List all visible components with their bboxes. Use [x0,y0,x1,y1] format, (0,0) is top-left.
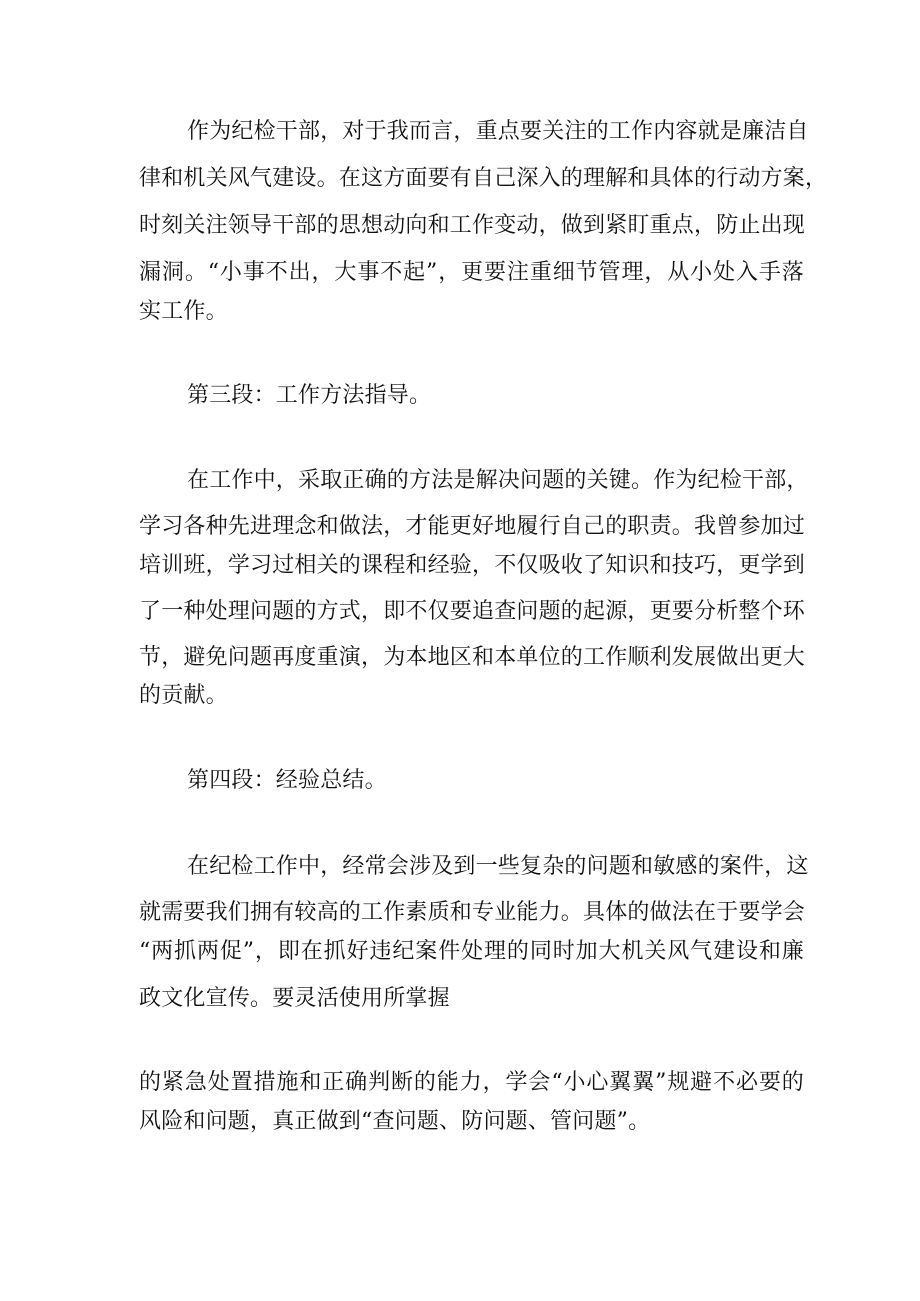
paragraph-4-line-1: 的紧急处置措施和正确判断的能力，学会“小心翼翼”规避不必要的 [139,1070,804,1095]
paragraph-2-line-4: 了一种处理问题的方式，即不仅要追查问题的起源，更要分析整个环 [139,599,806,624]
paragraph-4-line-2: 风险和问题，真正做到“查问题、防问题、管问题”。 [139,1109,651,1134]
paragraph-1-line-5: 实工作。 [139,299,228,324]
paragraph-2-line-1: 在工作中，采取正确的方法是解决问题的关键。作为纪检干部， [187,468,809,493]
paragraph-3-line-3: “两抓两促”，即在抓好违纪案件处理的同时加大机关风气建设和廉 [139,939,804,964]
paragraph-1-line-1: 作为纪检干部，对于我而言，重点要关注的工作内容就是廉洁自 [187,119,809,144]
paragraph-3-line-2: 就需要我们拥有较高的工作素质和专业能力。具体的做法在于要学会 [139,900,806,925]
paragraph-2-line-3: 培训班，学习过相关的课程和经验，不仅吸收了知识和技巧，更学到 [139,553,806,578]
paragraph-2-line-6: 的贡献。 [139,683,228,708]
paragraph-2-line-5: 节，避免问题再度重演，为本地区和本单位的工作顺利发展做出更大 [139,645,806,670]
section-heading-3: 第三段：工作方法指导。 [187,383,432,408]
paragraph-1-line-4: 漏洞。“小事不出，大事不起”，更要注重细节管理，从小处入手落 [139,260,804,285]
paragraph-2-line-2: 学习各种先进理念和做法，才能更好地履行自己的职责。我曾参加过 [139,514,806,539]
paragraph-1-line-2: 律和机关风气建设。在这方面要有自己深入的理解和具体的行动方案， [139,166,828,191]
paragraph-3-line-4: 政文化宣传。要灵活使用所掌握 [139,986,450,1011]
paragraph-1-line-3: 时刻关注领导干部的思想动向和工作变动，做到紧盯重点，防止出现 [139,213,806,238]
section-heading-4: 第四段：经验总结。 [187,768,387,793]
paragraph-3-line-1: 在纪检工作中，经常会涉及到一些复杂的问题和敏感的案件，这 [187,854,809,879]
